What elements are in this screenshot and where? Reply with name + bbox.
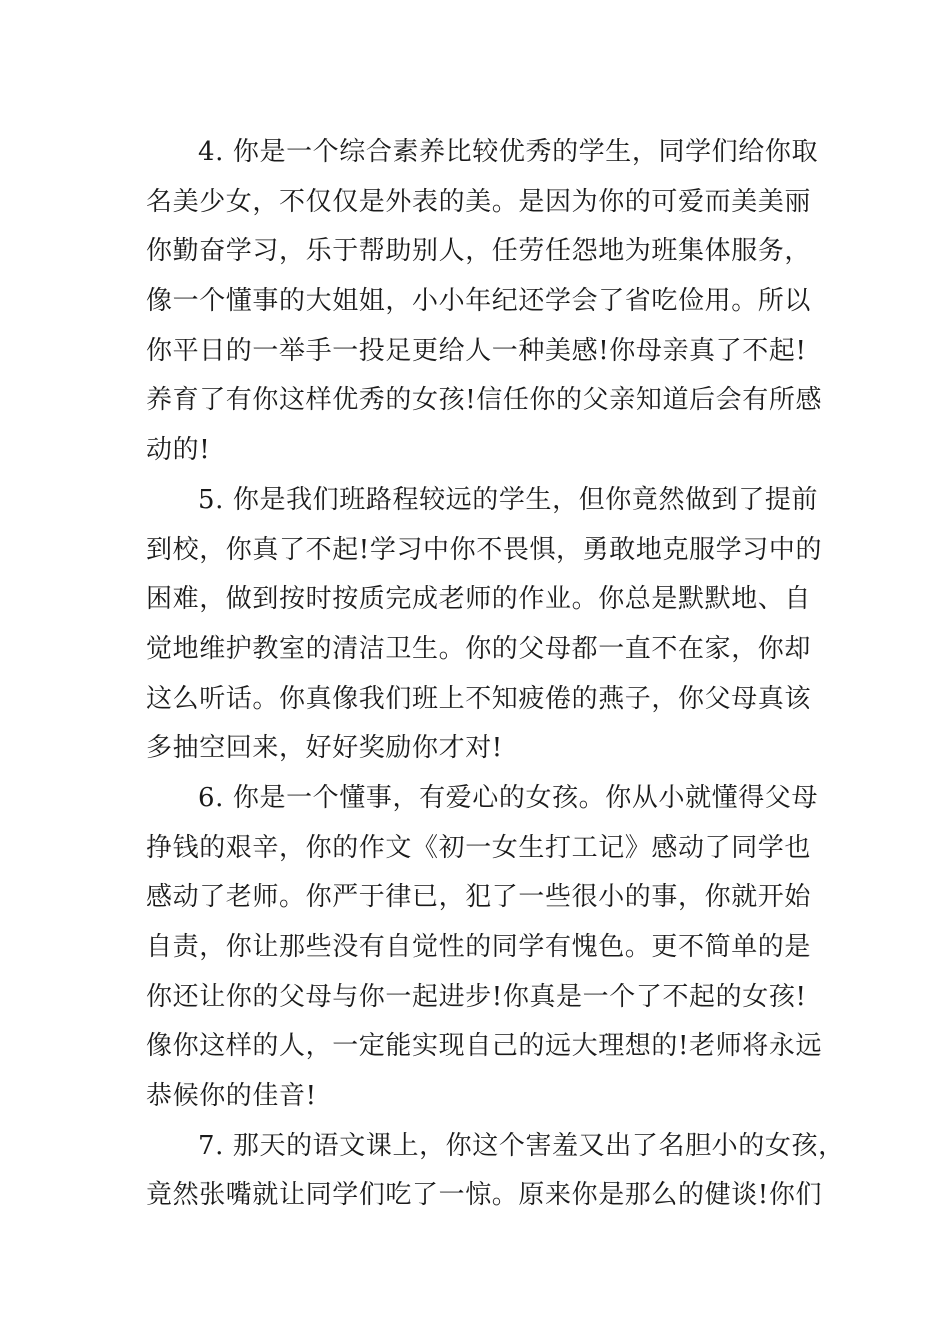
text-line: 自责，你让那些没有自觉性的同学有愧色。更不简单的是 [146, 932, 812, 962]
paragraph-7 [146, 1122, 845, 1221]
text-line: 动的! [146, 435, 211, 466]
text-line: 名美少女，不仅仅是外表的美。是因为你的可爱而美美丽 [146, 186, 812, 217]
text-line: 竟然张嘴就让同学们吃了一惊。原来你是那么的健谈!你们 [146, 1180, 823, 1211]
text-line: 像你这样的人，一定能实现自己的远大理想的!老师将永远 [146, 1031, 823, 1062]
text-line: 7. 那天的语文课上，你这个害羞又出了名胆小的女孩， [198, 1130, 845, 1161]
document-body [146, 128, 845, 1221]
text-line: 你平日的一举手一投足更给人一种美感!你母亲真了不起! [146, 335, 807, 366]
text-line: 4. 你是一个综合素养比较优秀的学生，同学们给你取 [198, 137, 819, 167]
text-line: 到校，你真了不起!学习中你不畏惧，勇敢地克服学习中的 [146, 534, 823, 565]
paragraph-4 [146, 128, 836, 476]
text-line: 5. 你是我们班路程较远的学生，但你竟然做到了提前 [198, 484, 819, 515]
text-line: 像一个懂事的大姐姐，小小年纪还学会了省吃俭用。所以 [146, 286, 812, 317]
text-line: 感动了老师。你严于律已，犯了一些很小的事，你就开始 [146, 882, 812, 913]
paragraph-6 [146, 774, 836, 1122]
text-line: 多抽空回来，好好奖励你才对! [146, 733, 503, 764]
text-line: 养育了有你这样优秀的女孩!信任你的父亲知道后会有所感 [146, 385, 823, 416]
text-line: 困难，做到按时按质完成老师的作业。你总是默默地、自 [146, 584, 812, 615]
text-line: 恭候你的佳音! [146, 1081, 317, 1112]
text-line: 这么听话。你真像我们班上不知疲倦的燕子，你父母真该 [146, 683, 812, 714]
text-line: 你勤奋学习，乐于帮助别人，任劳任怨地为班集体服务， [146, 236, 812, 267]
paragraph-5 [146, 476, 836, 774]
text-line: 6. 你是一个懂事，有爱心的女孩。你从小就懂得父母 [198, 782, 819, 813]
text-line: 觉地维护教室的清洁卫生。你的父母都一直不在家，你却 [146, 633, 812, 664]
text-line: 挣钱的艰辛，你的作文《初一女生打工记》感动了同学也 [146, 832, 812, 863]
text-line: 你还让你的父母与你一起进步!你真是一个了不起的女孩! [146, 981, 807, 1012]
